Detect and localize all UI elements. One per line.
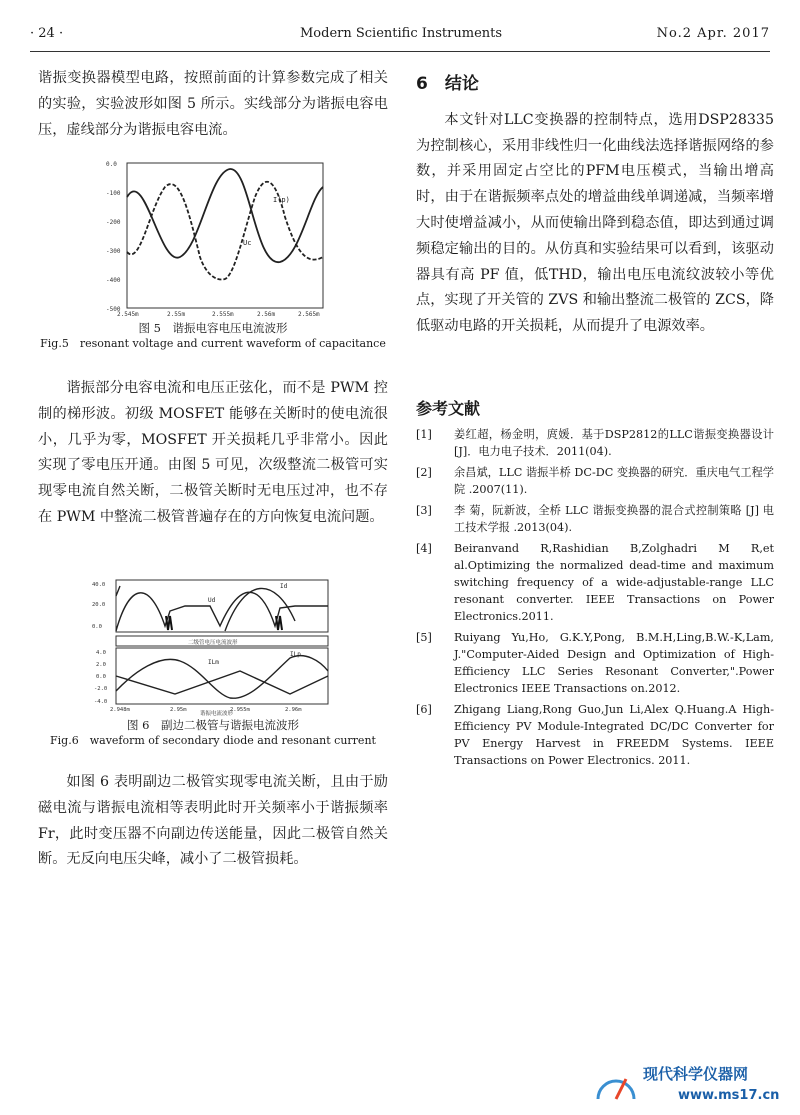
fig5-caption-en: Fig.5 resonant voltage and current waveform of capacitance	[40, 337, 386, 350]
fig5-xtick-3: 2.56m	[257, 311, 276, 317]
reference-item	[416, 502, 774, 536]
fig6-bot-ytick-3: -2.0	[94, 686, 108, 692]
fig6-mid-label: 二级管电压电流波形	[188, 640, 238, 646]
reference-text: 李 菊，阮新波，全桥 LLC 谐振变换器的混合式控制策略 [J] 电工技术学报 .2013(04).	[454, 504, 774, 534]
reference-text: 余昌斌，LLC 谐振半桥 DC-DC 变换器的研究．重庆电气工程学院 .2007(11).	[454, 466, 774, 496]
fig6-caption-cn: 图 6 副边二极管与谐振电流波形	[127, 718, 299, 732]
figure-5-caption	[38, 320, 388, 352]
conclusion-heading: 6 结论	[416, 74, 479, 94]
reference-number: [5]	[416, 631, 432, 644]
fig6-bot-ytick-2: 0.0	[96, 674, 106, 680]
watermark-url: www.ms17.cn	[678, 1088, 780, 1103]
fig6-xtick-3: 2.96m	[285, 707, 302, 713]
reference-number: [4]	[416, 542, 432, 555]
reference-item	[416, 629, 774, 697]
figure-6-caption	[38, 717, 388, 749]
reference-number: [3]	[416, 504, 432, 517]
left-paragraph-2: 谐振部分电容电流和电压正弦化，而不是 PWM 控制的梯形波。初级 MOSFET 能够在关断时的使电流很小，几乎为零，MOSFET 开关损耗几乎非常小。因此实现了零电压开通。由图 5 可见，次级整流二极管可实现零电流自然关断，二极管关断时无电压过冲，也不存在 PWM 中整流二极管普遍存在的方向恢复电流问题。	[38, 380, 388, 525]
fig6-top-ytick-1: 20.0	[92, 602, 106, 608]
reference-number: [1]	[416, 428, 432, 441]
watermark-cn: 现代科学仪器网	[643, 1065, 749, 1083]
reference-item	[416, 426, 774, 460]
fig6-xtick-0: 2.948m	[110, 707, 130, 713]
fig6-label-id: Id	[280, 583, 288, 590]
issue-info: No.2 Apr. 2017	[656, 26, 770, 41]
fig5-label-ip: I(p)	[273, 196, 290, 204]
reference-item	[416, 701, 774, 769]
reference-number: [6]	[416, 703, 432, 716]
fig5-frame	[127, 163, 323, 308]
header-rule	[30, 51, 770, 52]
page-number: · 24 ·	[30, 26, 64, 41]
reference-text: 姜红超，杨金明，庹媛．基于DSP2812的LLC谐振变换器设计[J]．电力电子技术．2011(04).	[454, 428, 774, 458]
references-list	[416, 426, 774, 773]
conclusion-section	[416, 72, 774, 340]
fig6-xtick-1: 2.95m	[170, 707, 187, 713]
fig5-ytick-4: -400	[106, 277, 121, 284]
fig6-xlabel: 谐振电流波形	[200, 711, 234, 716]
conclusion-text: 本文针对LLC变换器的控制特点，选用DSP28335为控制核心，采用非线性归一化曲线法选择谐振网络的参数，并采用固定占空比的PFM电压模式，当输出增高时，由于在谐振频率点处的增益曲线单调递减，当频率增大时使增益减小，从而使输出降到稳态值，即达到通过调频稳定输出的目的。从仿真和实验结果可以看到，该驱动器具有高 PF 值，低THD，输出电压电流纹波较小等优点，实现了开关管的 ZVS 和输出整流二极管的 ZCS，降低驱动电路的开关损耗，从而提升了电源效率。	[416, 111, 774, 335]
fig5-xtick-1: 2.55m	[167, 311, 186, 317]
fig6-bot-ytick-1: 2.0	[96, 662, 106, 668]
fig5-caption-cn: 图 5 谐振电容电压电流波形	[138, 321, 288, 335]
fig6-label-ud: Ud	[208, 597, 216, 604]
fig5-label-uc: Uc	[243, 239, 252, 247]
reference-text: Beiranvand R,Rashidian B,Zolghadri M R,et al.Optimizing the normalized dead-time and maximum switching frequency of a wide-adjustable-range LLC resonant converter. IEEE Transactions on Power Electronics.2011.	[454, 542, 774, 623]
fig6-label-ilm: ILm	[208, 659, 219, 666]
fig6-top-ytick-2: 0.0	[92, 624, 102, 630]
references-heading: 参考文献	[416, 399, 481, 418]
left-paragraph-1: 谐振变换器模型电路，按照前面的计算参数完成了相关的实验，实验波形如图 5 所示。实线部分为谐振电容电压，虚线部分为谐振电容电流。	[38, 70, 388, 138]
references-heading-block	[416, 396, 774, 419]
fig5-xtick-4: 2.565m	[298, 311, 320, 317]
fig5-xtick-2: 2.555m	[212, 311, 234, 317]
site-watermark-logo	[588, 1057, 788, 1107]
left-paragraph-3: 如图 6 表明副边二极管实现零电流关断，且由于励磁电流与谐振电流相等表明此时开关频率小于谐振频率 Fr，此时变压器不向副边传送能量，因此二极管自然关断。无反向电压尖峰，减小了二极管损耗。	[38, 774, 388, 868]
fig6-bot-ytick-0: 4.0	[96, 650, 106, 656]
reference-text: Zhigang Liang,Rong Guo,Jun Li,Alex Q.Huang.A High-Efficiency PV Module-Integrated DC/DC Converter for PV Energy Harvest in FREEDM Systems. IEEE Transactions on Power Electronics. 2011.	[454, 703, 774, 767]
fig6-bot-ytick-4: -4.0	[94, 699, 108, 705]
left-paragraph-3-block	[38, 770, 388, 873]
reference-item	[416, 464, 774, 498]
figure-6-plot	[90, 576, 335, 716]
fig6-label-ilp: ILp	[290, 651, 301, 658]
running-header	[30, 26, 770, 48]
fig6-xtick-2: 2.955m	[230, 707, 250, 713]
left-paragraph-1-block	[38, 66, 388, 143]
reference-text: Ruiyang Yu,Ho, G.K.Y,Pong, B.M.H,Ling,B.W.-K,Lam, J."Computer-Aided Design and Optimization of High-Efficiency LLC Series Resonant Converter,".Power Electronics IEEE Transactions on.2012.	[454, 631, 774, 695]
reference-item	[416, 540, 774, 625]
fig5-ytick-1: -100	[106, 190, 121, 197]
left-paragraph-2-block	[38, 376, 388, 531]
fig5-ytick-3: -300	[106, 248, 121, 255]
fig5-ytick-2: -200	[106, 219, 121, 226]
fig5-ytick-0: 0.0	[106, 161, 117, 168]
fig5-xtick-0: 2.545m	[117, 311, 139, 317]
journal-name: Modern Scientific Instruments	[300, 26, 503, 41]
fig5-ytick-5: -500	[106, 306, 121, 313]
fig6-top-ytick-0: 40.0	[92, 582, 106, 588]
reference-number: [2]	[416, 466, 432, 479]
figure-5-plot	[105, 157, 335, 317]
fig6-caption-en: Fig.6 waveform of secondary diode and resonant current	[50, 734, 376, 747]
